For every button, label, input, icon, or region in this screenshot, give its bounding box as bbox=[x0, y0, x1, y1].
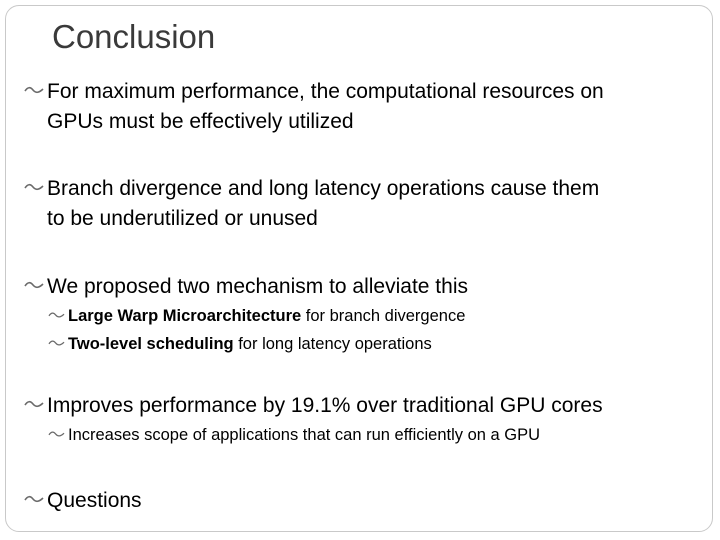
wavy-bullet-icon bbox=[48, 338, 65, 348]
bullet-text: Questions bbox=[47, 489, 142, 512]
bullet-text: Increases scope of applications that can run efficiently on a GPU bbox=[68, 426, 541, 444]
bullet-text-bold: Large Warp Microarchitecture bbox=[68, 307, 302, 325]
wavy-bullet-icon bbox=[24, 181, 44, 193]
bullet-point-4 bbox=[24, 391, 603, 421]
bullet-text-cont: GPUs must be effectively utilized bbox=[47, 110, 354, 133]
bullet-text: for branch divergence bbox=[301, 307, 466, 325]
wavy-bullet-icon bbox=[24, 279, 44, 291]
sub-bullet-3-2 bbox=[48, 333, 432, 355]
bullet-point-3 bbox=[24, 272, 468, 302]
sub-bullet-4-1 bbox=[48, 424, 540, 446]
bullet-text: Improves performance by 19.1% over traditional GPU cores bbox=[47, 394, 603, 417]
bullet-text: For maximum performance, the computational resources on bbox=[47, 80, 604, 103]
bullet-text: for long latency operations bbox=[233, 335, 432, 353]
wavy-bullet-icon bbox=[24, 398, 44, 410]
wavy-bullet-icon bbox=[24, 493, 44, 505]
wavy-bullet-icon bbox=[48, 429, 65, 439]
slide-title: Conclusion bbox=[52, 18, 216, 55]
bullet-text-bold: Two-level scheduling bbox=[68, 335, 234, 353]
bullet-point-5 bbox=[24, 486, 142, 516]
bullet-text: Branch divergence and long latency operations cause them bbox=[47, 177, 600, 200]
bullet-point-1 bbox=[24, 77, 604, 137]
bullet-text-cont: to be underutilized or unused bbox=[47, 207, 318, 230]
bullet-text: We proposed two mechanism to alleviate this bbox=[47, 275, 468, 298]
bullet-point-2 bbox=[24, 174, 599, 234]
sub-bullet-3-1 bbox=[48, 305, 465, 327]
wavy-bullet-icon bbox=[48, 310, 65, 320]
wavy-bullet-icon bbox=[24, 84, 44, 96]
